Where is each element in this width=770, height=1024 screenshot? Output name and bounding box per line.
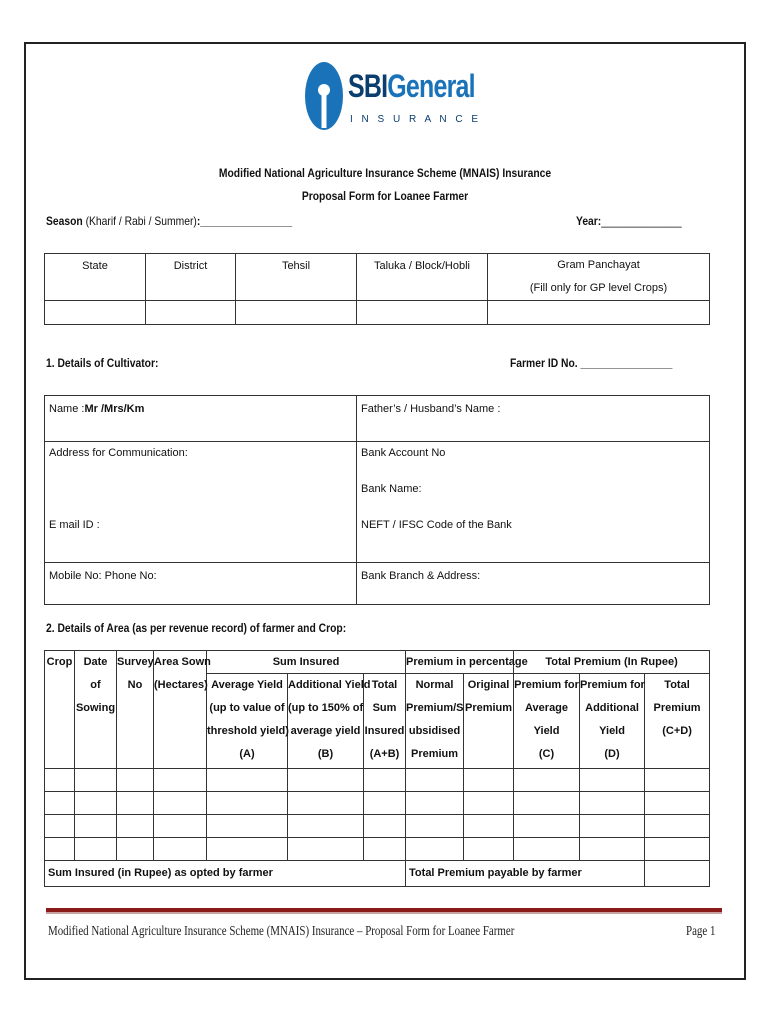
form-title-line2: Proposal Form for Loanee Farmer [301,189,469,203]
address-cell[interactable]: Address for Communication: E mail ID : [45,442,357,563]
header-area-sown: Area Sown (Hectares) [154,651,207,769]
header-tehsil: Tehsil [236,254,357,301]
brand-sbi: SBI [348,68,388,104]
header-gram-panchayat: Gram Panchayat (Fill only for GP level Crops) [488,254,710,301]
district-cell[interactable] [146,301,236,325]
footer-rule [46,908,722,914]
season-field[interactable]: :________________ [196,214,293,228]
section2-title: 2. Details of Area (as per revenue record) of farmer and Crop: [46,621,347,635]
header-normal-premium: Normal Premium/S ubsidised Premium [406,674,464,769]
crop-table [44,650,710,887]
total-premium-payable-value[interactable] [645,861,710,887]
gram-panchayat-cell[interactable] [488,301,710,325]
branch-cell[interactable]: Bank Branch & Address: [357,563,710,605]
bank-account-label: Bank Account No [361,447,446,459]
table-row [45,769,710,792]
season-label: Season [46,214,83,228]
header-date-sowing: Date of Sowing [75,651,117,769]
sbi-logo-icon [304,60,344,132]
header-premium-additional-yield: Premium for Additional Yield (D) [580,674,645,769]
year-field[interactable]: ______________ [601,214,682,228]
header-state: State [45,254,146,301]
header-original-premium: Original Premium [464,674,514,769]
form-title-line1: Modified National Agriculture Insurance Scheme (MNAIS) Insurance [218,166,552,180]
total-premium-payable-cell[interactable]: Total Premium payable by farmer [406,861,645,887]
header-crop: Crop [45,651,75,769]
bank-cell[interactable] [357,442,710,563]
state-cell[interactable] [45,301,146,325]
header-premium-percentage: Premium in percentage [406,651,514,674]
table-row [45,815,710,838]
header-additional-yield: Additional Yield (up to 150% of average yield (B) [288,674,364,769]
page-number: Page 1 [686,924,716,939]
year-line [576,214,682,228]
header-average-yield: Average Yield (up to value of threshold yield) (A) [207,674,288,769]
mobile-cell[interactable]: Mobile No: Phone No: [45,563,357,605]
season-options: (Kharif / Rabi / Summer) [85,214,197,228]
location-table [44,253,710,325]
father-name-cell[interactable]: Father’s / Husband’s Name : [357,396,710,442]
sum-insured-opted-cell[interactable]: Sum Insured (in Rupee) as opted by farmer [45,861,406,887]
tehsil-cell[interactable] [236,301,357,325]
sbi-logo [304,60,482,132]
season-line [46,214,292,228]
ifsc-label: NEFT / IFSC Code of the Bank [361,519,512,531]
header-total-sum-insured: Total Sum Insured (A+B) [364,674,406,769]
header-survey-no: Survey No [117,651,154,769]
header-premium-average-yield: Premium for Average Yield (C) [514,674,580,769]
brand-general: General [387,68,475,104]
name-cell[interactable]: Name :Mr /Mrs/Km [45,396,357,442]
section1-title: 1. Details of Cultivator: [46,356,159,370]
bank-name-label: Bank Name: [361,483,422,495]
brand-tagline: I N S U R A N C E [350,114,482,125]
taluka-cell[interactable] [357,301,488,325]
footer-text: Modified National Agriculture Insurance Scheme (MNAIS) Insurance – Proposal Form for Loanee Farmer [48,924,515,939]
email-label: E mail ID : [49,519,100,531]
header-taluka: Taluka / Block/Hobli [357,254,488,301]
header-total-premium: Total Premium (In Rupee) [514,651,710,674]
year-label: Year: [576,214,602,228]
header-total-premium-cd: Total Premium (C+D) [645,674,710,769]
cultivator-table [44,395,710,605]
header-sum-insured: Sum Insured [207,651,406,674]
table-row [45,792,710,815]
farmer-id-label[interactable]: Farmer ID No. ________________ [510,356,673,370]
table-row [45,838,710,861]
header-district: District [146,254,236,301]
